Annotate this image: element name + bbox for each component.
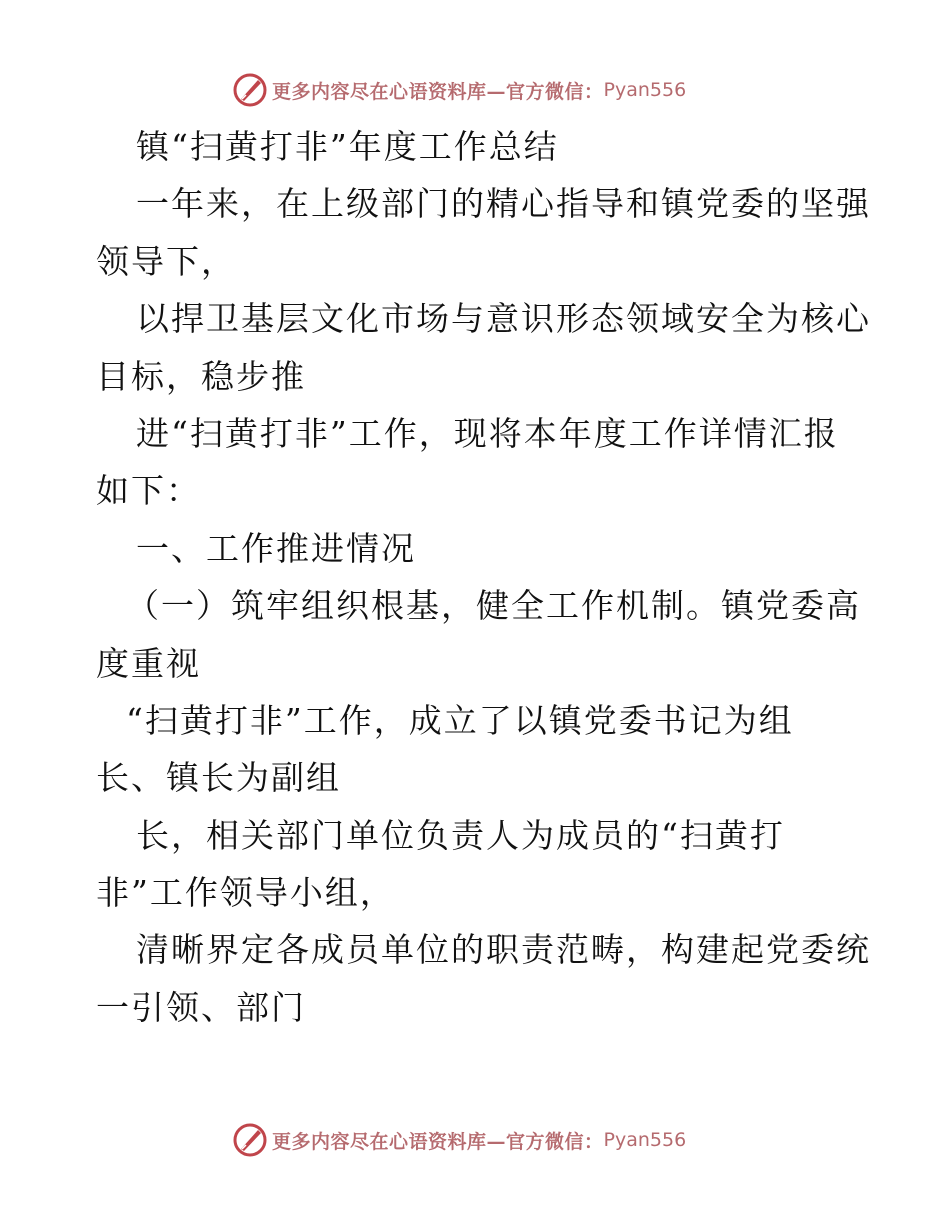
footer-site-text: 更多内容尽在心语资料库—官方微信： (272, 1130, 604, 1153)
section-heading: 一、工作推进情况 (136, 528, 416, 568)
header-watermark (232, 70, 752, 110)
quill-logo-icon (232, 1122, 268, 1158)
paragraph-line: 度重视 (96, 643, 201, 683)
footer-wechat-id: Pyan556 (603, 1129, 687, 1151)
paragraph-line: 目标，稳步推 (96, 356, 306, 396)
paragraph-line: 长、镇长为副组 (96, 758, 341, 798)
paragraph-line: 如下： (96, 471, 201, 511)
footer-watermark (232, 1120, 752, 1160)
paragraph-line: 以捍卫基层文化市场与意识形态领域安全为核心 (136, 299, 871, 339)
subsection-heading: （一）筑牢组织根基，健全工作机制。镇党委高 (126, 586, 861, 626)
paragraph-line: 清晰界定各成员单位的职责范畴，构建起党委统 (136, 930, 871, 970)
paragraph-line: 一年来，在上级部门的精心指导和镇党委的坚强 (136, 184, 871, 224)
paragraph-line: 非”工作领导小组， (96, 873, 395, 913)
quill-logo-icon (232, 72, 268, 108)
document-title: 镇“扫黄打非”年度工作总结 (136, 127, 559, 166)
paragraph-line: 长，相关部门单位负责人为成员的“扫黄打 (136, 815, 785, 855)
header-wechat-id: Pyan556 (603, 79, 687, 101)
paragraph-line: 进“扫黄打非”工作，现将本年度工作详情汇报 (136, 413, 839, 453)
paragraph-line: “扫黄打非”工作，成立了以镇党委书记为组 (126, 700, 794, 740)
paragraph-line: 领导下， (96, 241, 236, 281)
document-body (96, 118, 871, 1036)
paragraph-line: 一引领、部门 (96, 987, 306, 1027)
header-site-text: 更多内容尽在心语资料库—官方微信： (272, 80, 604, 103)
